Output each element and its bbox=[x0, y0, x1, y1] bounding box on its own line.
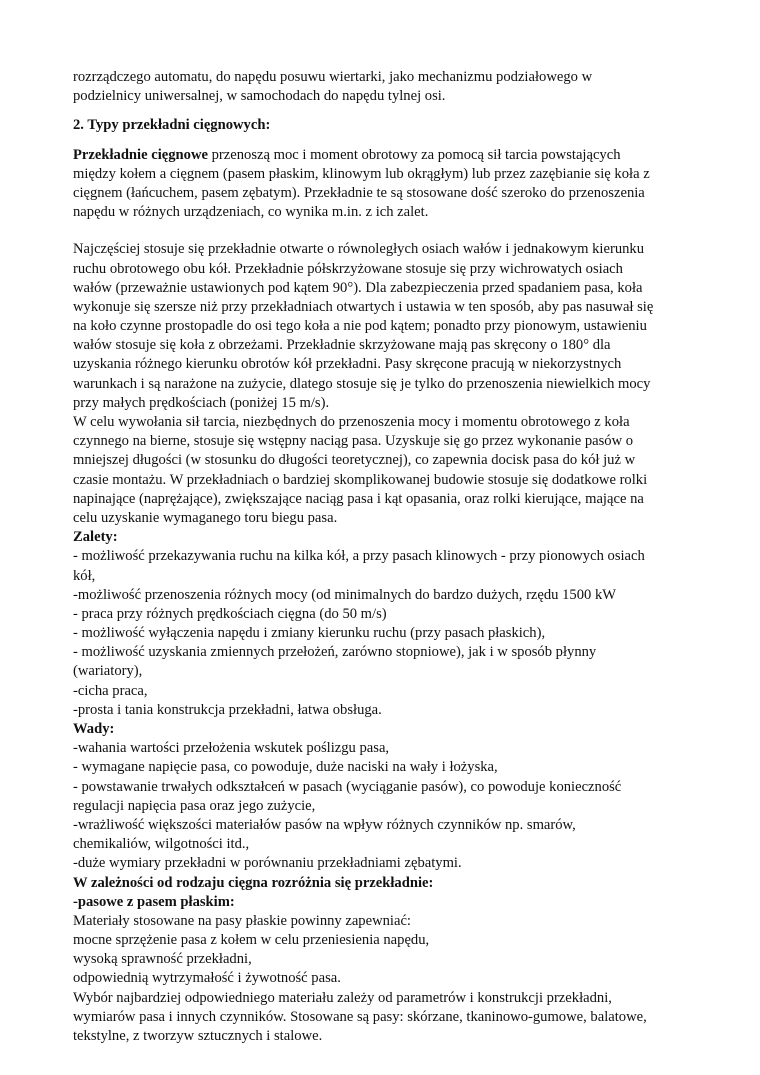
paragraph-line: czynnego na bierne, stosuje się wstępny naciąg pasa. Uzyskuje się go przez wykonanie pasów o bbox=[73, 433, 634, 450]
types-heading: W zależności od rodzaju cięgna rozróżnia się przekładnie: bbox=[73, 874, 434, 891]
advantages-heading: Zalety: bbox=[73, 529, 118, 546]
paragraph-line: czasie montażu. W przekładniach o bardziej skomplikowanej budowie stosuje się dodatkowe rolki bbox=[73, 471, 648, 488]
term-bold: Przekładnie cięgnowe bbox=[73, 146, 208, 163]
disadvantage-item: -wahania wartości przełożenia wskutek poślizgu pasa, bbox=[73, 740, 390, 757]
paragraph-line: napinające (naprężające), zwiększające naciąg pasa i kąt opasania, oraz rolki kierujące, mające na bbox=[73, 490, 644, 507]
disadvantage-item: - powstawanie trwałych odkształceń w pasach (wyciąganie pasów), co powoduje konieczność bbox=[73, 778, 622, 795]
paragraph-line: między kołem a cięgnem (pasem płaskim, klinowym lub okrągłym) lub przez zazębianie się koła z bbox=[73, 165, 650, 182]
paragraph-line: ruchu obrotowego obu kół. Przekładnie półskrzyżowane stosuje się przy wichrowatych osiach bbox=[73, 260, 623, 277]
flat-belt-line: odpowiednią wytrzymałość i żywotność pasa. bbox=[73, 970, 341, 987]
disadvantage-item: - wymagane napięcie pasa, co powoduje, duże naciski na wały i łożyska, bbox=[73, 759, 498, 776]
paragraph-line: cięgnem (łańcuchem, pasem zębatym). Przekładnie te są stosowane dość szeroko do przenoszenia bbox=[73, 184, 645, 201]
flat-belt-line: wysoką sprawność przekładni, bbox=[73, 951, 252, 968]
advantage-item: - możliwość przekazywania ruchu na kilka kół, a przy pasach klinowych - przy pionowych osiach bbox=[73, 548, 645, 565]
paragraph-line: celu uzyskanie wymaganego toru biegu pasa. bbox=[73, 509, 338, 526]
disadvantage-item: regulacji napięcia pasa oraz jego zużycie, bbox=[73, 797, 316, 814]
intro-line: podzielnicy uniwersalnej, w samochodach do napędu tylnej osi. bbox=[73, 88, 446, 105]
disadvantage-item: -duże wymiary przekładni w porównaniu przekładniami zębatymi. bbox=[73, 855, 462, 872]
section-heading: 2. Typy przekładni cięgnowych: bbox=[73, 117, 271, 134]
advantage-item: - możliwość uzyskania zmiennych przełożeń, zarówno stopniowe), jak i w sposób płynny bbox=[73, 644, 597, 661]
advantage-item: -możliwość przenoszenia różnych mocy (od minimalnych do bardzo dużych, rzędu 1500 kW bbox=[73, 586, 617, 603]
advantage-item: - praca przy różnych prędkościach cięgna (do 50 m/s) bbox=[73, 605, 387, 622]
intro-line: rozrządczego automatu, do napędu posuwu wiertarki, jako mechanizmu podziałowego w bbox=[73, 69, 593, 85]
paragraph-line: wałów (przeważnie ustawionych pod kątem 90°). Dla zabezpieczenia przed spadaniem pasa, koła bbox=[73, 279, 643, 296]
paragraph-line: uzyskania różnego kierunku obrotów kół przekładni. Pasy skręcone pracują w niekorzystnych bbox=[73, 356, 622, 373]
paragraph-line: mniejszej długości (w stosunku do długości teoretycznej), co zapewnia docisk pasa do kół już w bbox=[73, 452, 636, 469]
paragraph-line: warunkach i są narażone na zużycie, dlatego stosuje się je tylko do przenoszenia niewielkich mocy bbox=[73, 375, 651, 392]
flat-belt-line: wymiarów pasa i innych czynników. Stosowane są pasy: skórzane, tkaninowo-gumowe, balatowe, bbox=[73, 1008, 647, 1025]
paragraph-line: przy małych prędkościach (poniżej 15 m/s). bbox=[73, 394, 330, 411]
paragraph-line: na koło czynne prostopadle do osi tego koła a nie pod kątem; ponadto przy pionowym, ustawieniu bbox=[73, 318, 647, 335]
flat-belt-heading: -pasowe z pasem płaskim: bbox=[73, 893, 235, 910]
flat-belt-line: Materiały stosowane na pasy płaskie powinny zapewniać: bbox=[73, 912, 411, 929]
paragraph-line: wykonuje się szersze niż przy przekładniach otwartych i ustawia w ten sposób, aby pas nasuwał się bbox=[73, 298, 654, 315]
paragraph-line: napędu w różnych urządzeniach, co wynika m.in. z ich zalet. bbox=[73, 204, 429, 221]
disadvantages-heading: Wady: bbox=[73, 721, 115, 737]
paragraph-line: W celu wywołania sił tarcia, niezbędnych do przenoszenia mocy i momentu obrotowego z koła bbox=[73, 414, 630, 430]
advantage-item: -cicha praca, bbox=[73, 682, 148, 699]
advantage-item: - możliwość wyłączenia napędu i zmiany kierunku ruchu (przy pasach płaskich), bbox=[73, 625, 546, 642]
advantage-item: kół, bbox=[73, 567, 96, 584]
flat-belt-line: mocne sprzężenie pasa z kołem w celu przeniesienia napędu, bbox=[73, 932, 430, 949]
paragraph-line: Najczęściej stosuje się przekładnie otwarte o równoległych osiach wałów i jednakowym kierunku bbox=[73, 241, 645, 258]
document-page bbox=[73, 68, 693, 1046]
flat-belt-line: Wybór najbardziej odpowiedniego materiału zależy od parametrów i konstrukcji przekładni, bbox=[73, 989, 612, 1006]
disadvantage-item: -wrażliwość większości materiałów pasów na wpływ różnych czynników np. smarów, bbox=[73, 816, 576, 833]
flat-belt-line: tekstylne, z tworzyw sztucznych i stalowe. bbox=[73, 1028, 323, 1044]
paragraph-line: wałów stosuje się koła z obrzeżami. Przekładnie skrzyżowane mają pas skręcony o 180° dla bbox=[73, 337, 611, 354]
paragraph-text: przenoszą moc i moment obrotowy za pomocą sił tarcia powstających bbox=[207, 146, 621, 163]
advantage-item: -prosta i tania konstrukcja przekładni, łatwa obsługa. bbox=[73, 701, 382, 718]
advantage-item: (wariatory), bbox=[73, 663, 143, 680]
paragraph-line bbox=[73, 146, 693, 165]
disadvantage-item: chemikaliów, wilgotności itd., bbox=[73, 836, 250, 853]
